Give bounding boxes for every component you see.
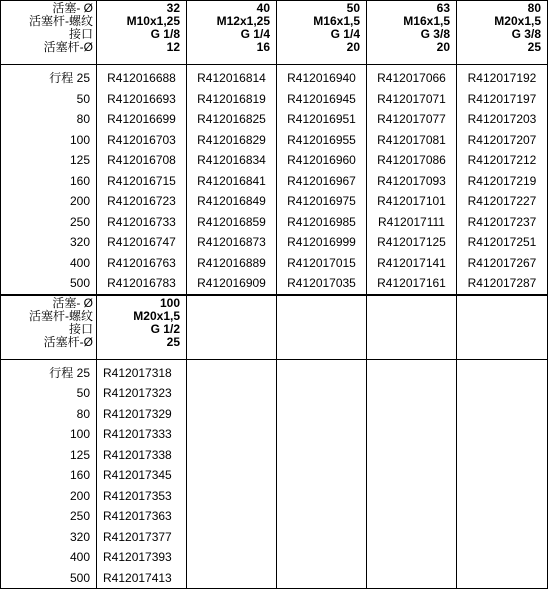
stroke-value: 100 <box>70 133 90 147</box>
port-size: G 1/2 <box>97 323 180 336</box>
part-number: R412017251 <box>457 232 548 253</box>
stroke-value: 500 <box>70 571 90 585</box>
part-number: R412017345 <box>97 465 187 486</box>
table-row <box>1 150 548 171</box>
part-number: R412016960 <box>277 150 367 171</box>
port-size: G 3/8 <box>367 28 450 41</box>
empty-cell <box>187 404 277 425</box>
part-number: R412017219 <box>457 171 548 192</box>
table-row <box>1 171 548 192</box>
part-number: R412017101 <box>367 191 457 212</box>
stroke-value: 160 <box>70 468 90 482</box>
stroke-cell <box>1 171 97 192</box>
empty-cell <box>367 506 457 527</box>
rod-diameter: 25 <box>457 41 541 54</box>
empty-cell <box>457 568 548 589</box>
empty-cell <box>277 383 367 404</box>
table-row <box>1 404 548 425</box>
part-number: R412016688 <box>97 65 187 89</box>
stroke-cell <box>1 527 97 548</box>
empty-cell <box>187 383 277 404</box>
part-number: R412016783 <box>97 273 187 294</box>
part-number: R412017111 <box>367 212 457 233</box>
part-number: R412017035 <box>277 273 367 294</box>
part-number: R412016975 <box>277 191 367 212</box>
stroke-prefix: 行程 <box>49 366 73 380</box>
empty-cell <box>277 506 367 527</box>
part-number: R412016825 <box>187 109 277 130</box>
label-rod-diameter: 活塞杆-Ø <box>1 336 93 349</box>
stroke-cell <box>1 547 97 568</box>
part-number: R412017329 <box>97 404 187 425</box>
part-number: R412016955 <box>277 130 367 151</box>
part-number: R412016708 <box>97 150 187 171</box>
empty-cell <box>277 568 367 589</box>
empty-cell <box>187 527 277 548</box>
table-row <box>1 109 548 130</box>
row-labels <box>1 295 97 359</box>
empty-cell <box>457 404 548 425</box>
part-number: R412016814 <box>187 65 277 89</box>
port-size: G 3/8 <box>457 28 541 41</box>
part-number: R412017237 <box>457 212 548 233</box>
column-header <box>97 295 187 359</box>
stroke-value: 250 <box>70 215 90 229</box>
stroke-value: 250 <box>70 509 90 523</box>
empty-cell <box>367 527 457 548</box>
piston-diameter: 63 <box>367 2 450 15</box>
part-number: R412017333 <box>97 424 187 445</box>
table-row <box>1 65 548 89</box>
stroke-value: 50 <box>77 386 90 400</box>
empty-cell <box>187 295 277 359</box>
column-header <box>97 1 187 65</box>
port-size: G 1/4 <box>187 28 270 41</box>
stroke-cell <box>1 424 97 445</box>
empty-cell <box>187 424 277 445</box>
label-rod-diameter: 活塞杆-Ø <box>1 41 93 54</box>
rod-diameter: 16 <box>187 41 270 54</box>
column-header <box>457 1 548 65</box>
part-number: R412017141 <box>367 253 457 274</box>
table-row <box>1 445 548 466</box>
column-header <box>367 1 457 65</box>
table-row <box>1 130 548 151</box>
header-row <box>1 295 548 359</box>
rod-diameter: 25 <box>97 336 180 349</box>
part-number: R412016873 <box>187 232 277 253</box>
part-number: R412016859 <box>187 212 277 233</box>
empty-cell <box>367 568 457 589</box>
empty-cell <box>187 359 277 383</box>
row-labels <box>1 1 97 65</box>
stroke-cell <box>1 191 97 212</box>
part-number: R412016819 <box>187 89 277 110</box>
table-row <box>1 232 548 253</box>
label-rod-thread: 活塞杆-螺纹 <box>1 15 93 28</box>
stroke-value: 80 <box>77 407 90 421</box>
column-header <box>277 1 367 65</box>
part-number: R412017287 <box>457 273 548 294</box>
label-rod-thread: 活塞杆-螺纹 <box>1 310 93 323</box>
part-number: R412017066 <box>367 65 457 89</box>
empty-cell <box>277 547 367 568</box>
part-number: R412016747 <box>97 232 187 253</box>
empty-cell <box>367 295 457 359</box>
empty-cell <box>457 527 548 548</box>
empty-cell <box>277 424 367 445</box>
empty-cell <box>187 445 277 466</box>
stroke-value: 160 <box>70 174 90 188</box>
part-number: R412017015 <box>277 253 367 274</box>
part-number: R412016999 <box>277 232 367 253</box>
piston-diameter: 32 <box>97 2 180 15</box>
part-number: R412016715 <box>97 171 187 192</box>
stroke-cell <box>1 130 97 151</box>
part-number: R412017363 <box>97 506 187 527</box>
part-number: R412017318 <box>97 359 187 383</box>
part-number: R412016723 <box>97 191 187 212</box>
empty-cell <box>367 445 457 466</box>
part-number: R412017086 <box>367 150 457 171</box>
table-row <box>1 212 548 233</box>
part-number: R412016967 <box>277 171 367 192</box>
part-number: R412017323 <box>97 383 187 404</box>
empty-cell <box>277 445 367 466</box>
label-piston-diameter: 活塞- Ø <box>1 297 93 310</box>
port-size: G 1/8 <box>97 28 180 41</box>
empty-cell <box>457 424 548 445</box>
part-number: R412017081 <box>367 130 457 151</box>
empty-cell <box>187 568 277 589</box>
table-row <box>1 465 548 486</box>
table-row <box>1 253 548 274</box>
empty-cell <box>457 547 548 568</box>
rod-diameter: 12 <box>97 41 180 54</box>
stroke-cell <box>1 65 97 89</box>
part-number: R412016703 <box>97 130 187 151</box>
stroke-value: 500 <box>70 276 90 290</box>
part-number: R412016940 <box>277 65 367 89</box>
table-row <box>1 424 548 445</box>
empty-cell <box>277 527 367 548</box>
stroke-cell <box>1 273 97 294</box>
part-number: R412017212 <box>457 150 548 171</box>
table-row <box>1 89 548 110</box>
empty-cell <box>457 506 548 527</box>
empty-cell <box>187 547 277 568</box>
table-row <box>1 383 548 404</box>
empty-cell <box>277 404 367 425</box>
rod-thread: M16x1,5 <box>367 15 450 28</box>
table-body <box>1 65 548 295</box>
header-row <box>1 1 548 65</box>
part-number: R412017125 <box>367 232 457 253</box>
empty-cell <box>367 383 457 404</box>
part-number: R412016834 <box>187 150 277 171</box>
part-number: R412016693 <box>97 89 187 110</box>
stroke-cell <box>1 253 97 274</box>
part-number: R412016985 <box>277 212 367 233</box>
empty-cell <box>457 465 548 486</box>
table-section-2 <box>0 295 548 589</box>
rod-thread: M12x1,25 <box>187 15 270 28</box>
empty-cell <box>277 359 367 383</box>
stroke-value: 400 <box>70 256 90 270</box>
empty-cell <box>367 486 457 507</box>
part-number: R412016849 <box>187 191 277 212</box>
stroke-cell <box>1 568 97 589</box>
column-header <box>187 1 277 65</box>
empty-cell <box>457 295 548 359</box>
rod-thread: M10x1,25 <box>97 15 180 28</box>
empty-cell <box>367 465 457 486</box>
stroke-cell <box>1 89 97 110</box>
table-row <box>1 359 548 383</box>
stroke-value: 320 <box>70 235 90 249</box>
rod-thread: M16x1,5 <box>277 15 360 28</box>
part-number: R412016829 <box>187 130 277 151</box>
empty-cell <box>277 486 367 507</box>
empty-cell <box>367 359 457 383</box>
stroke-value: 25 <box>77 366 90 380</box>
empty-cell <box>457 359 548 383</box>
label-port: 接口 <box>1 28 93 41</box>
stroke-cell <box>1 359 97 383</box>
stroke-value: 125 <box>70 448 90 462</box>
empty-cell <box>457 486 548 507</box>
stroke-value: 125 <box>70 153 90 167</box>
part-number: R412016951 <box>277 109 367 130</box>
part-number: R412016763 <box>97 253 187 274</box>
stroke-value: 50 <box>77 92 90 106</box>
table-row <box>1 506 548 527</box>
part-number: R412017071 <box>367 89 457 110</box>
part-number: R412017077 <box>367 109 457 130</box>
piston-diameter: 40 <box>187 2 270 15</box>
piston-diameter: 80 <box>457 2 541 15</box>
stroke-value: 320 <box>70 530 90 544</box>
part-number: R412017267 <box>457 253 548 274</box>
part-number: R412017227 <box>457 191 548 212</box>
empty-cell <box>277 465 367 486</box>
piston-diameter: 100 <box>97 297 180 310</box>
stroke-value: 25 <box>77 71 90 85</box>
empty-cell <box>457 383 548 404</box>
table-row <box>1 547 548 568</box>
part-number: R412016699 <box>97 109 187 130</box>
empty-cell <box>457 445 548 466</box>
rod-diameter: 20 <box>367 41 450 54</box>
part-number: R412017161 <box>367 273 457 294</box>
stroke-value: 200 <box>70 489 90 503</box>
part-number: R412017377 <box>97 527 187 548</box>
stroke-cell <box>1 383 97 404</box>
table-row <box>1 486 548 507</box>
part-number: R412017192 <box>457 65 548 89</box>
empty-cell <box>277 295 367 359</box>
empty-cell <box>367 424 457 445</box>
part-number: R412017353 <box>97 486 187 507</box>
part-number: R412017393 <box>97 547 187 568</box>
port-size: G 1/4 <box>277 28 360 41</box>
stroke-cell <box>1 465 97 486</box>
part-number: R412017197 <box>457 89 548 110</box>
table-row <box>1 568 548 589</box>
table-body <box>1 359 548 589</box>
stroke-cell <box>1 150 97 171</box>
part-number: R412016909 <box>187 273 277 294</box>
rod-diameter: 20 <box>277 41 360 54</box>
stroke-value: 400 <box>70 550 90 564</box>
stroke-cell <box>1 486 97 507</box>
stroke-prefix: 行程 <box>49 71 73 85</box>
stroke-value: 200 <box>70 194 90 208</box>
stroke-cell <box>1 506 97 527</box>
empty-cell <box>187 465 277 486</box>
stroke-cell <box>1 445 97 466</box>
table-row <box>1 191 548 212</box>
part-number: R412017203 <box>457 109 548 130</box>
piston-diameter: 50 <box>277 2 360 15</box>
stroke-cell <box>1 404 97 425</box>
part-number: R412016841 <box>187 171 277 192</box>
stroke-cell <box>1 212 97 233</box>
part-number: R412016889 <box>187 253 277 274</box>
stroke-value: 100 <box>70 427 90 441</box>
part-number: R412017207 <box>457 130 548 151</box>
part-number: R412016733 <box>97 212 187 233</box>
part-number: R412017413 <box>97 568 187 589</box>
stroke-cell <box>1 109 97 130</box>
empty-cell <box>187 506 277 527</box>
stroke-value: 80 <box>77 112 90 126</box>
rod-thread: M20x1,5 <box>457 15 541 28</box>
table-row <box>1 273 548 294</box>
empty-cell <box>187 486 277 507</box>
part-number: R412016945 <box>277 89 367 110</box>
stroke-cell <box>1 232 97 253</box>
part-number: R412017093 <box>367 171 457 192</box>
label-port: 接口 <box>1 323 93 336</box>
empty-cell <box>367 547 457 568</box>
label-piston-diameter: 活塞- Ø <box>1 2 93 15</box>
rod-thread: M20x1,5 <box>97 310 180 323</box>
empty-cell <box>367 404 457 425</box>
table-row <box>1 527 548 548</box>
part-number: R412017338 <box>97 445 187 466</box>
